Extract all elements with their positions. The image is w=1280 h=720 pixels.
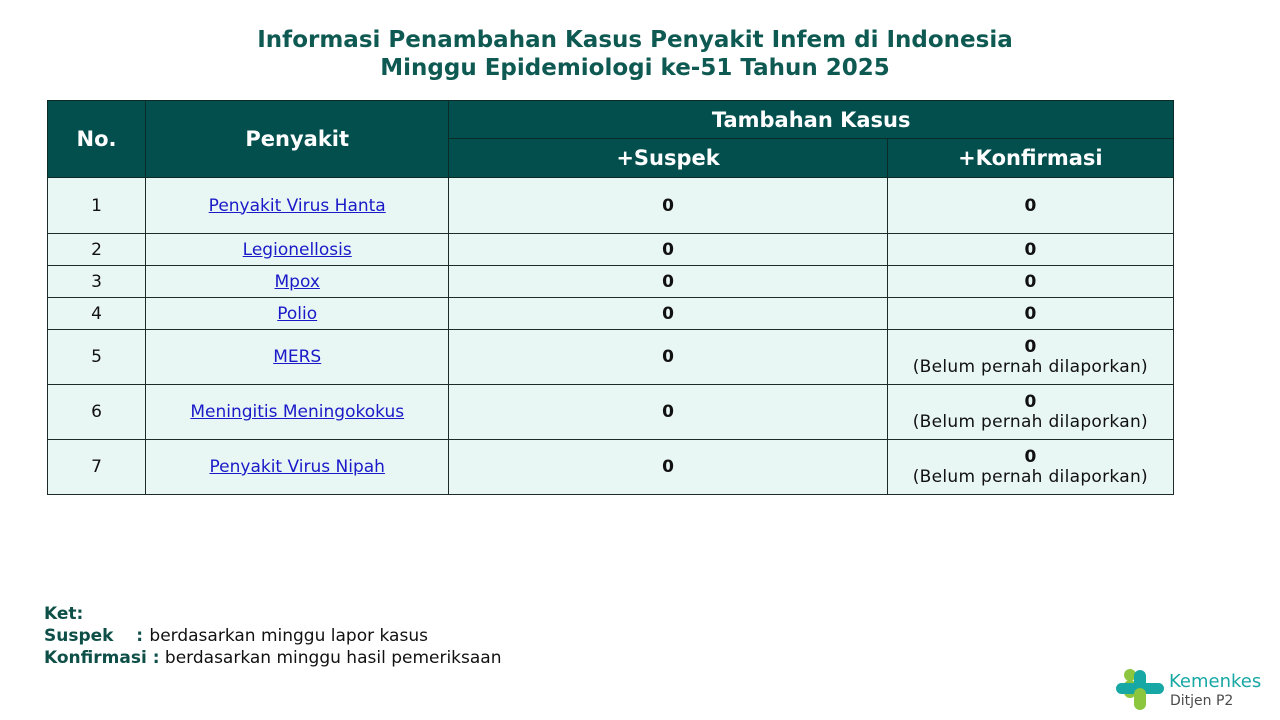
konfirmasi-value: 0 — [887, 234, 1173, 266]
disease-link[interactable]: MERS — [273, 347, 322, 367]
ket-konfirmasi-desc: berdasarkan minggu hasil pemeriksaan — [164, 648, 502, 668]
row-no: 6 — [48, 385, 146, 440]
table-row — [48, 266, 1174, 298]
suspek-value: 0 — [449, 440, 887, 495]
disease-link[interactable]: Legionellosis — [242, 239, 352, 260]
konfirmasi-value: 0 — [1024, 447, 1037, 467]
ket-suspek-term: Suspek : — [44, 626, 143, 646]
logo-brand: Kemenkes — [1169, 671, 1262, 692]
table-row — [48, 234, 1174, 266]
disease-link[interactable]: Polio — [277, 303, 318, 324]
ket-konfirmasi-term: Konfirmasi : — [44, 648, 160, 668]
table-row — [48, 385, 1174, 440]
disease-link[interactable]: Mpox — [274, 271, 320, 292]
row-no: 4 — [48, 298, 146, 330]
ket-konfirmasi-line — [44, 647, 502, 669]
disease-cell — [146, 440, 449, 495]
konfirmasi-value: 0 — [887, 298, 1173, 330]
suspek-value: 0 — [449, 298, 887, 330]
konfirmasi-value: 0 — [1024, 392, 1037, 412]
title-line-1: Informasi Penambahan Kasus Penyakit Infem di Indonesia — [257, 27, 1013, 53]
row-no: 5 — [48, 330, 146, 385]
row-no: 3 — [48, 266, 146, 298]
konfirmasi-note: (Belum pernah dilaporkan) — [912, 412, 1148, 432]
disease-link[interactable]: Penyakit Virus Hanta — [208, 195, 386, 216]
row-no: 2 — [48, 234, 146, 266]
disease-cell — [146, 234, 449, 266]
suspek-value: 0 — [449, 385, 887, 440]
disease-cell — [146, 178, 449, 234]
konfirmasi-cell — [887, 385, 1173, 440]
ket-suspek-desc: berdasarkan minggu lapor kasus — [149, 626, 428, 646]
legend-notes — [44, 603, 502, 669]
row-no: 7 — [48, 440, 146, 495]
disease-link[interactable]: Meningitis Meningokokus — [190, 402, 405, 422]
header-suspek: +Suspek — [449, 139, 887, 178]
suspek-value: 0 — [449, 234, 887, 266]
table-row — [48, 298, 1174, 330]
suspek-value: 0 — [449, 266, 887, 298]
cases-table — [47, 100, 1174, 495]
ket-suspek-line — [44, 625, 502, 647]
disease-cell — [146, 298, 449, 330]
header-penyakit: Penyakit — [146, 101, 449, 178]
konfirmasi-cell — [887, 440, 1173, 495]
konfirmasi-note: (Belum pernah dilaporkan) — [912, 357, 1148, 377]
page-title — [0, 26, 1270, 82]
table-row — [48, 178, 1174, 234]
row-no: 1 — [48, 178, 146, 234]
header-tambahan-kasus: Tambahan Kasus — [449, 101, 1174, 139]
title-line-2: Minggu Epidemiologi ke-51 Tahun 2025 — [380, 55, 890, 81]
header-konfirmasi: +Konfirmasi — [887, 139, 1173, 178]
konfirmasi-value: 0 — [887, 266, 1173, 298]
kemenkes-logo-icon — [1116, 666, 1166, 712]
header-no: No. — [48, 101, 146, 178]
ket-label: Ket: — [44, 604, 84, 624]
disease-link[interactable]: Penyakit Virus Nipah — [209, 457, 385, 477]
konfirmasi-value: 0 — [1024, 337, 1037, 357]
table-row — [48, 330, 1174, 385]
suspek-value: 0 — [449, 178, 887, 234]
konfirmasi-value: 0 — [887, 178, 1173, 234]
table-row — [48, 440, 1174, 495]
kemenkes-logo — [1116, 666, 1276, 714]
disease-cell — [146, 266, 449, 298]
konfirmasi-note: (Belum pernah dilaporkan) — [912, 467, 1148, 487]
disease-cell — [146, 385, 449, 440]
disease-cell — [146, 330, 449, 385]
konfirmasi-cell — [887, 330, 1173, 385]
suspek-value: 0 — [449, 330, 887, 385]
logo-sub: Ditjen P2 — [1170, 693, 1234, 709]
